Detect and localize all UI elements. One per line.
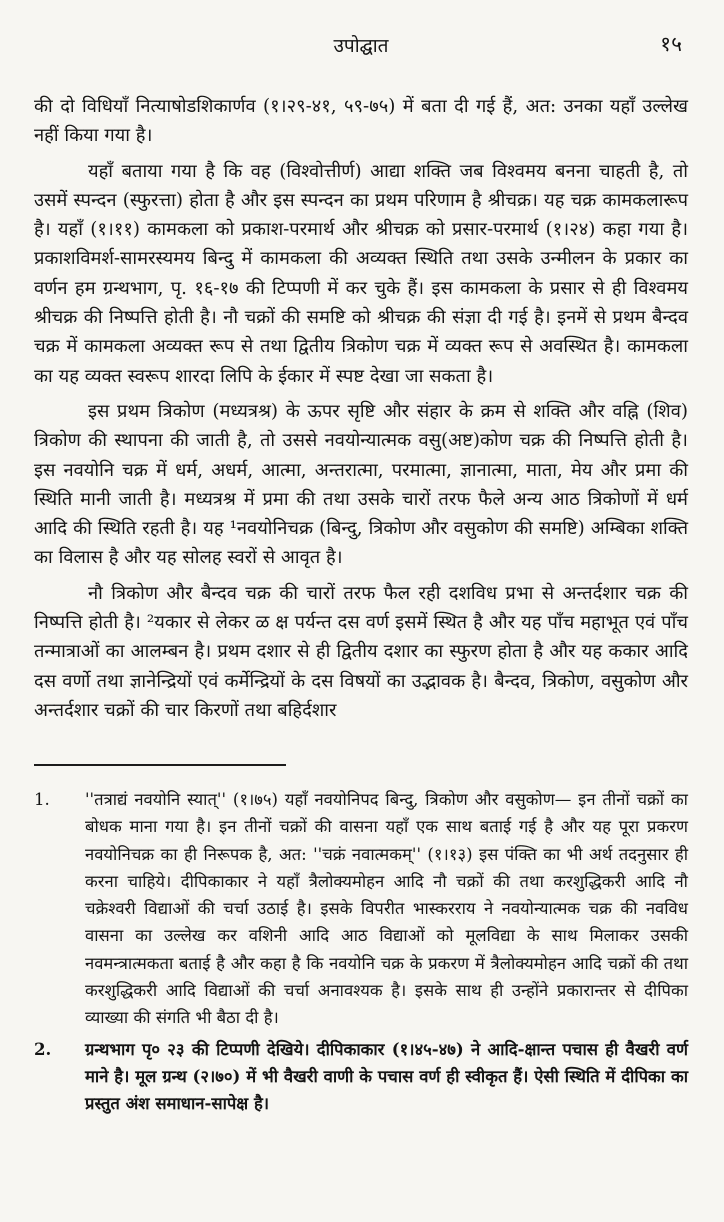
paragraph-3: इस प्रथम त्रिकोण (मध्यत्रश्र) के ऊपर सृष्टि और संहार के क्रम से शक्ति और वह्नि (शिव) त्रिकोण की स्थापना की जाती है, तो उससे नवयोन्यात्मक वसु(अष्ट)कोण चक्र की निष्पत्ति होती है। इस नवयोनि चक्र में धर्म, अधर्म, आत्मा, अन्तरात्मा, परमात्मा, ज्ञानात्मा, माता, मेय और प्रमा की स्थिति मानी जाती है। मध्यत्रश्र में प्रमा की तथा उसके चारों तरफ फैले अन्य आठ त्रिकोणों में धर्म आदि की स्थिति रहती है। यह ¹नवयोनिचक्र (बिन्दु, त्रिकोण और वसुकोण की समष्टि) अम्बिका शक्ति का विलास है और यह सोलह स्वरों से आवृत है। <box>34 400 688 569</box>
footnotes <box>34 786 688 1122</box>
footnote-number: 1. <box>34 790 50 809</box>
footnote-text: ग्रन्थभाग पृ० २३ की टिप्पणी देखिये। दीपिकाकार (१।४५-४७) ने आदि-क्षान्त पचास ही वैखरी वर्ण माने है। मूल ग्रन्थ (२।७०) में भी वैखरी वाणी के पचास वर्ण ही स्वीकृत हैं। ऐसी स्थिति में दीपिका का प्रस्तुत अंश समाधान-सापेक्ष है। <box>85 1038 688 1114</box>
footnote-1 <box>34 786 688 1032</box>
footnote-text: ''तत्राद्यं नवयोनि स्यात्'' (१।७५) यहाँ नवयोनिपद बिन्दु, त्रिकोण और वसुकोण— इन तीनों चक्रों का बोधक माना गया है। इन तीनों चक्रों की वासना यहाँ एक साथ बताई गई है और यह पूरा प्रकरण नवयोनिचक्र का ही निरूपक है, अत: ''चक्रं नवात्मकम्'' (१।१३) इस पंक्ति का भी अर्थ तदनुसार ही करना चाहिये। दीपिकाकार ने यहाँ त्रैलोक्यमोहन आदि नौ चक्रों की तथा करशुद्धिकरी आदि नौ चक्रेश्वरी विद्याओं की चर्चा उठाई है। इसके विपरीत भास्करराय ने नवयोन्यात्मक चक्र की नवविध वासना का उल्लेख कर वशिनी आदि आठ विद्याओं को मूलविद्या के साथ मिलाकर उसकी नवमन्त्रात्मकता बताई है और कहा है कि नवयोनि चक्र के प्रकरण में त्रैलोक्यमोहन आदि चक्रों की तथा करशुद्धिकरी आदि विद्याओं की चर्चा अनावश्यक है। इसके साथ ही उन्होंने प्रकारान्तर से दीपिका व्याख्या की संगति भी बैठा दी है। <box>85 790 688 1028</box>
paragraph-2: यहाँ बताया गया है कि वह (विश्वोत्तीर्ण) आद्या शक्ति जब विश्वमय बनना चाहती है, तो उसमें स्पन्दन (स्फुरत्ता) होता है और इस स्पन्दन का प्रथम परिणाम है श्रीचक्र। यह चक्र कामकलारूप है। यहाँ (१।११) कामकला को प्रकाश-परमार्थ और श्रीचक्र को प्रसार-परमार्थ (१।२४) कहा गया है। प्रकाशविमर्श-सामरस्यमय बिन्दु में कामकला की अव्यक्त स्थिति तथा उसके उन्मीलन के प्रकार का वर्णन हम ग्रन्थभाग, पृ. १६-१७ की टिप्पणी में कर चुके हैं। इस कामकला के प्रसार से ही विश्वमय श्रीचक्र की निष्पत्ति होती है। नौ चक्रों की समष्टि को श्रीचक्र की संज्ञा दी गई है। इनमें से प्रथम बैन्दव चक्र में कामकला अव्यक्त रूप से तथा द्वितीय त्रिकोण चक्र में व्यक्त रूप से अवस्थित है। कामकला का यह व्यक्त स्वरूप शारदा लिपि के ईकार में स्पष्ट देखा जा सकता है। <box>34 160 688 387</box>
main-text <box>34 92 688 731</box>
running-head: उपोद्घात <box>333 35 389 57</box>
page-header <box>34 32 688 62</box>
paragraph-1: की दो विधियाँ नित्याषोडशिकार्णव (१।२९-४१, ५९-७५) में बता दी गई हैं, अत: उनका यहाँ उल्लेख नहीं किया गया है। <box>34 96 688 147</box>
footnote-number: 2. <box>34 1038 52 1059</box>
paragraph-4: नौ त्रिकोण और बैन्दव चक्र की चारों तरफ फैल रही दशविध प्रभा से अन्तर्दशार चक्र की निष्पत्ति होती है। ²यकार से लेकर ळ क्ष पर्यन्त दस वर्ण इसमें स्थित है और यह पाँच महाभूत एवं पाँच तन्मात्राओं का आलम्बन है। प्रथम दशार से ही द्वितीय दशार का स्फुरण होता है और यह ककार आदि दस वर्णो तथा ज्ञानेन्द्रियों एवं कर्मेन्द्रियों के दस विषयों का उद्भावक है। बैन्दव, त्रिकोण, वसुकोण और अन्तर्दशार चक्रों की चार किरणों तथा बहिर्दशार <box>34 582 688 721</box>
page-number: १५ <box>660 32 682 56</box>
footnote-divider <box>34 764 286 766</box>
footnote-2 <box>34 1036 688 1118</box>
